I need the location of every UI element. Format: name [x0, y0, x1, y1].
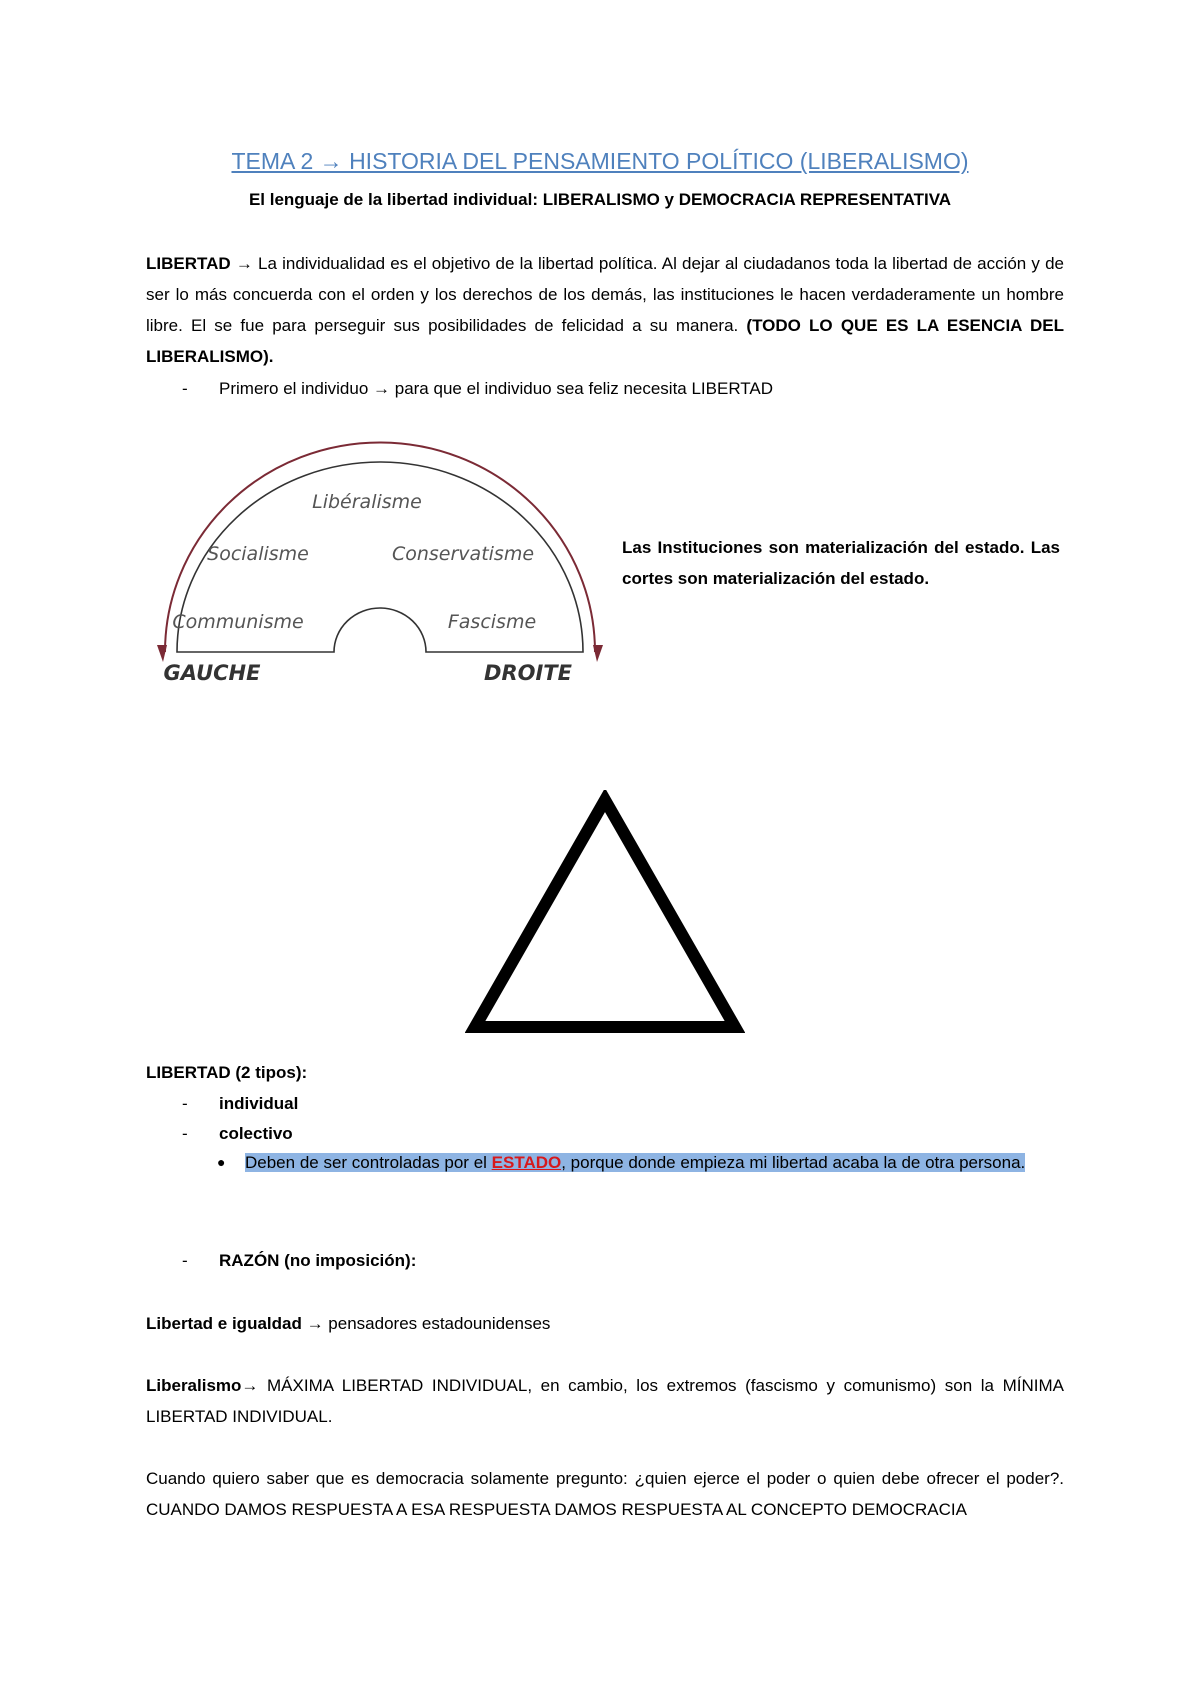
- highlight-post: , porque donde empieza mi libertad acaba la de otra persona.: [561, 1153, 1026, 1172]
- liberalismo-paragraph: [146, 1370, 1064, 1432]
- political-spectrum-diagram: [150, 440, 620, 690]
- bullet-icon: ●: [217, 1154, 226, 1170]
- list-item: [146, 373, 1064, 404]
- liberalismo-text: → MÁXIMA LIBERTAD INDIVIDUAL, en cambio, los extremos (fascismo y comunismo) son la MÍNIMA LIBERTAD INDIVIDUAL.: [146, 1376, 1064, 1426]
- igualdad-text: → pensadores estadounidenses: [301, 1314, 551, 1333]
- dash-marker: -: [182, 379, 188, 398]
- list-item-text: individual: [219, 1094, 299, 1113]
- libertad-paragraph: [146, 248, 1064, 372]
- list-item-text: colectivo: [219, 1124, 293, 1143]
- tipos-heading: LIBERTAD (2 tipos):: [146, 1063, 308, 1082]
- list-item: [146, 1245, 1064, 1276]
- dash-marker: -: [182, 1094, 188, 1113]
- igualdad-label: Libertad e igualdad: [146, 1314, 302, 1333]
- liberalisme-label: Libéralisme: [312, 491, 422, 513]
- list-item: [146, 1088, 1064, 1119]
- liberalismo-label: Liberalismo: [146, 1376, 242, 1395]
- list-item-text: Primero el individuo → para que el individuo sea feliz necesita LIBERTAD: [219, 379, 774, 398]
- page-subtitle: El lenguaje de la libertad individual: LIBERALISMO y DEMOCRACIA REPRESENTATIVA: [248, 190, 952, 209]
- left-arrowhead-icon: [157, 645, 167, 662]
- fascisme-label: Fascisme: [447, 611, 537, 633]
- highlight-pre: Deben de ser controladas por el: [245, 1153, 492, 1172]
- gauche-label: GAUCHE: [163, 661, 261, 685]
- dash-marker: -: [182, 1251, 188, 1270]
- instituciones-note: Las Instituciones son materialización del estado. Las cortes son materialización del estado.: [622, 538, 1060, 588]
- dash-marker: -: [182, 1124, 188, 1143]
- right-arrowhead-icon: [593, 645, 603, 662]
- list-item: [146, 1118, 1064, 1149]
- page-title: TEMA 2 → HISTORIA DEL PENSAMIENTO POLÍTICO (LIBERALISMO): [231, 148, 969, 174]
- igualdad-line: [146, 1308, 550, 1339]
- highlighted-bullet: [217, 1147, 1063, 1178]
- communisme-label: Communisme: [172, 611, 304, 633]
- socialisme-label: Socialisme: [207, 543, 309, 565]
- democracia-paragraph: Cuando quiero saber que es democracia solamente pregunto: ¿quien ejerce el poder o quien debe ofrecer el poder?. CUANDO DAMOS RESPUESTA A ESA RESPUESTA DAMOS RESPUESTA AL CONCEPTO DEMOCRACIA: [146, 1469, 1064, 1519]
- list-item-text: RAZÓN (no imposición):: [219, 1251, 417, 1270]
- libertad-emphasis: (TODO LO QUE ES LA ESENCIA DEL LIBERALISMO).: [146, 316, 1064, 366]
- estado-word: ESTADO: [491, 1153, 562, 1172]
- libertad-label: LIBERTAD: [146, 254, 231, 273]
- triangle-icon: [465, 790, 745, 1040]
- droite-label: DROITE: [484, 661, 572, 685]
- libertad-text: → La individualidad es el objetivo de la libertad política. Al dejar al ciudadanos toda la libertad de acción y de ser lo más concuerda con el orden y los derechos de los demás, las instituciones le hacen verdaderamente un hombre libre. El se fue para perseguir sus posibilidades de felicidad a su manera.: [146, 254, 1064, 335]
- conservatisme-label: Conservatisme: [391, 543, 535, 565]
